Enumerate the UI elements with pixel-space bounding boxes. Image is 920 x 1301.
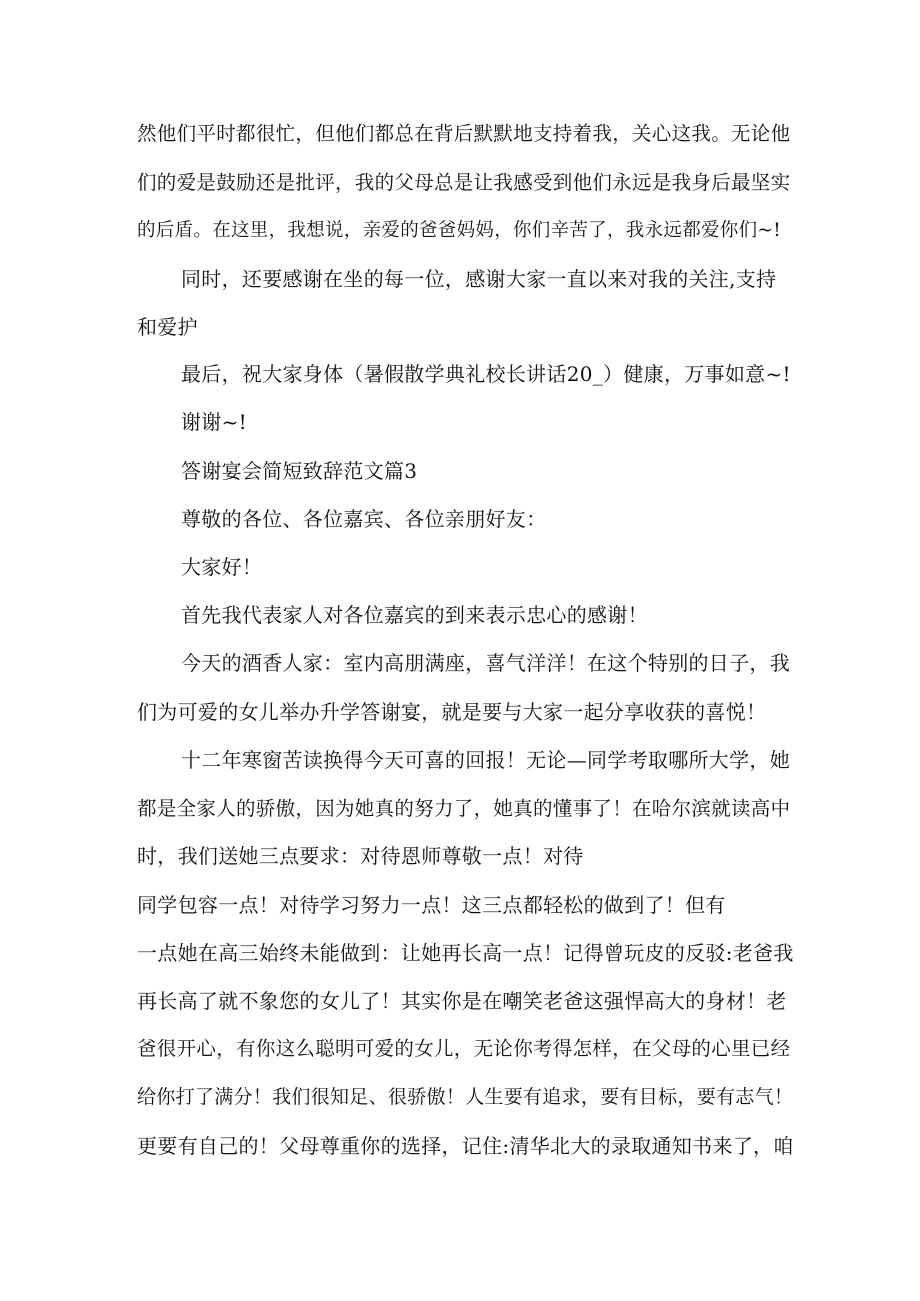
text-line: 爸很开心，有你这么聪明可爱的女儿，无论你考得怎样，在父母的心里已经 bbox=[137, 1037, 791, 1060]
text-line: 十二年寒窗苦读换得今天可喜的回报！无论—同学考取哪所大学，她 bbox=[181, 748, 790, 772]
text-line: 和爱护 bbox=[137, 315, 198, 339]
text-line: 同时，还要感谢在坐的每一位，感谢大家一直以来对我的关注,支持 bbox=[181, 267, 777, 291]
text-line: 时，我们送她三点要求：对待恩师尊敬一点！对待 bbox=[137, 844, 584, 868]
text-line: 谢谢~! bbox=[181, 410, 247, 434]
text-line: 然他们平时都很忙，但他们都总在背后默默地支持着我，关心这我。无论他 bbox=[137, 122, 791, 145]
greeting: 大家好！ bbox=[181, 555, 263, 579]
text-line: 再长高了就不象您的女儿了！其实你是在嘲笑老爸这强悍高大的身材！老 bbox=[137, 989, 787, 1013]
section-heading: 答谢宴会简短致辞范文篇3 bbox=[181, 459, 418, 483]
text-line: 都是全家人的骄傲，因为她真的努力了，她真的懂事了！在哈尔滨就读高中 bbox=[137, 797, 791, 820]
text-line: 一点她在高三始终未能做到：让她再长高一点！记得曾玩皮的反驳:老爸我 bbox=[137, 941, 794, 965]
text-line: 给你打了满分！我们很知足、很骄傲！人生要有追求，要有目标，要有志气！ bbox=[137, 1086, 794, 1108]
text-line: 们的爱是鼓励还是批评，我的父母总是让我感受到他们永远是我身后最坚实 bbox=[137, 171, 791, 194]
text-line: 更要有自己的！父母尊重你的选择，记住:清华北大的录取通知书来了，咱 bbox=[137, 1134, 794, 1158]
salutation: 尊敬的各位、各位嘉宾、各位亲朋好友： bbox=[181, 507, 547, 531]
text-line: 同学包容一点！对待学习努力一点！这三点都轻松的做到了！但有 bbox=[137, 893, 726, 917]
text-line: 最后，祝大家身体（暑假散学典礼校长讲话20_）健康，万事如意~! bbox=[181, 362, 791, 386]
text-line: 的后盾。在这里，我想说，亲爱的爸爸妈妈，你们辛苦了，我永远都爱你们~! bbox=[137, 220, 781, 241]
text-line: 首先我代表家人对各位嘉宾的到来表示忠心的感谢！ bbox=[181, 603, 648, 627]
text-line: 们为可爱的女儿举办升学答谢宴，就是要与大家一起分享收获的喜悦！ bbox=[137, 700, 767, 724]
text-line: 今天的酒香人家：室内高朋满座，喜气洋洋！在这个特别的日子，我 bbox=[181, 651, 790, 675]
